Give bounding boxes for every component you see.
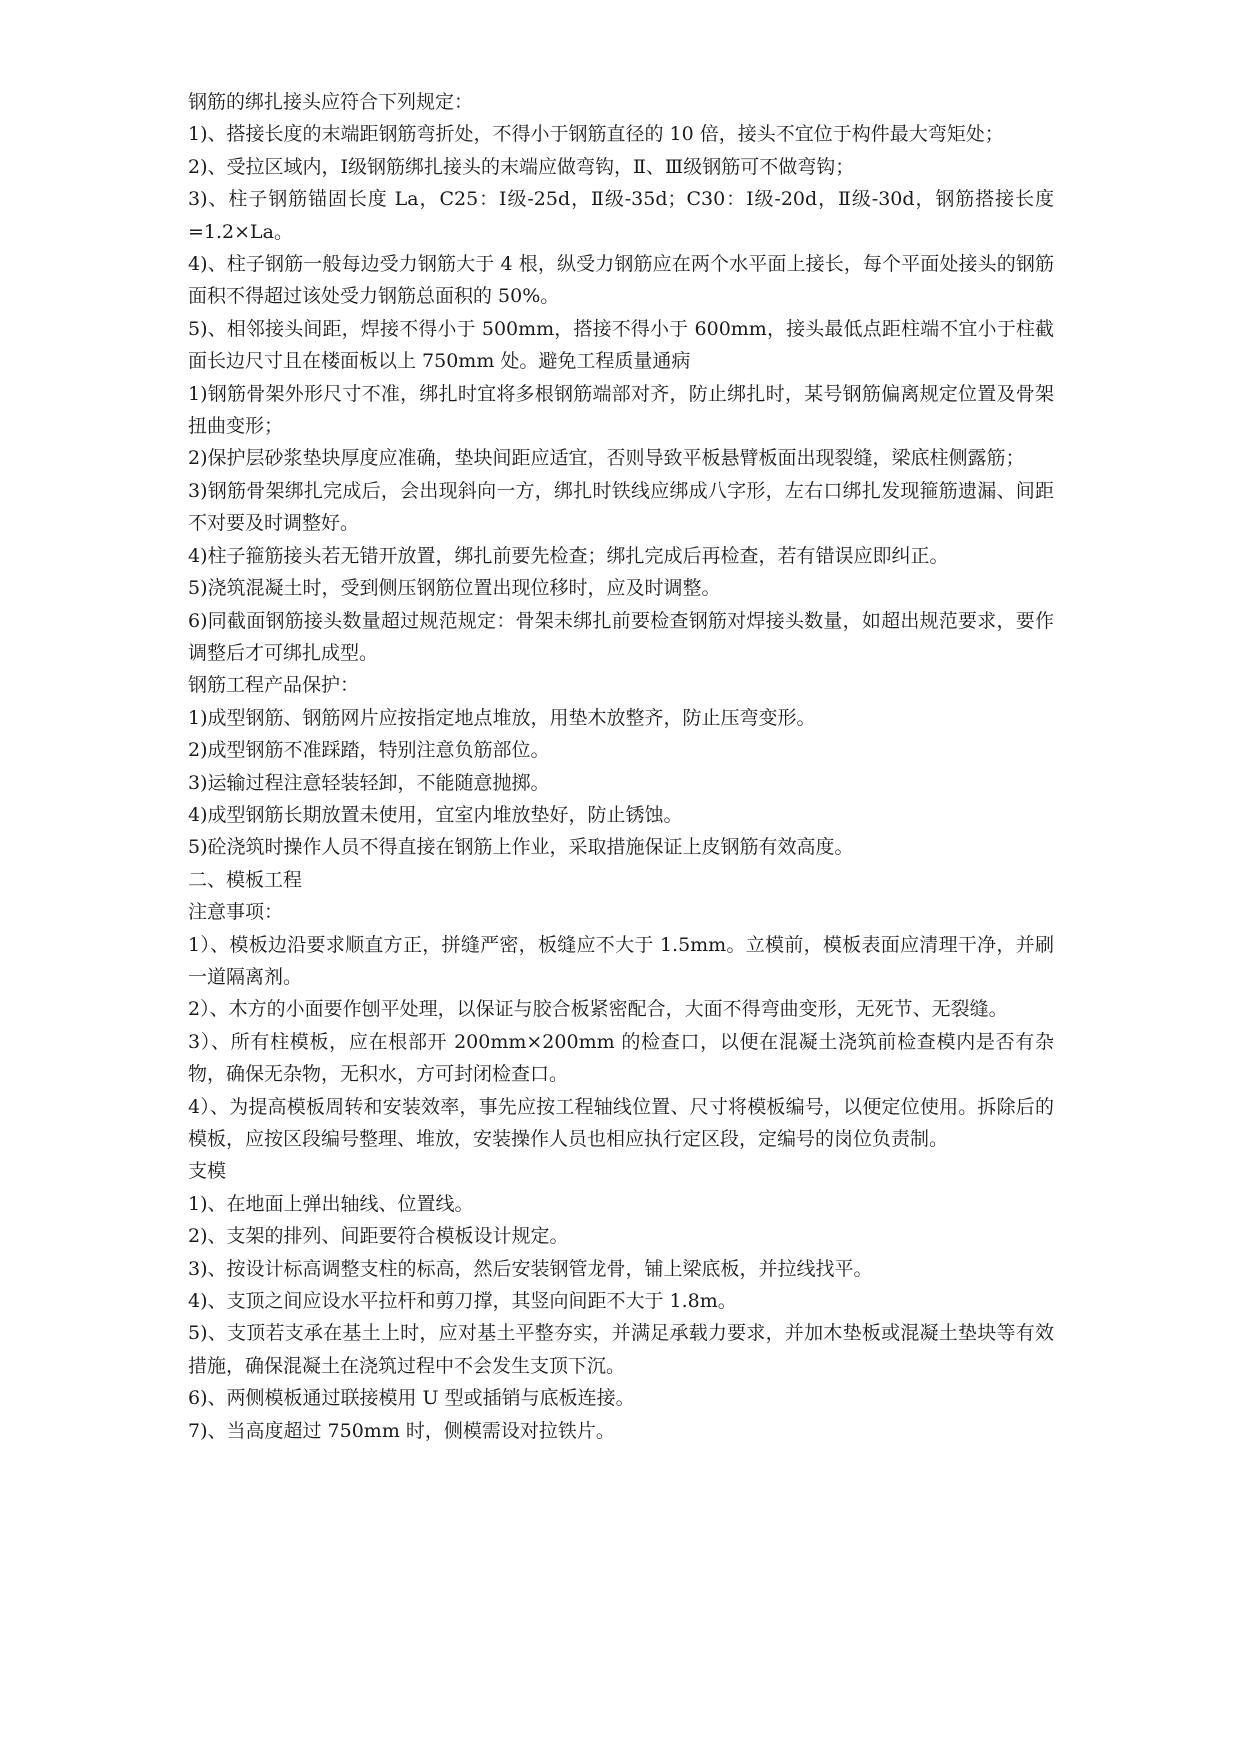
paragraph-item: 3）、所有柱模板，应在根部开 200mm×200mm 的检查口，以便在混凝土浇筑前检查模内是否有杂物，确保无杂物，无积水，方可封闭检查口。 — [188, 1030, 1054, 1086]
paragraph-item: 5)、相邻接头间距，焊接不得小于 500mm，搭接不得小于 600mm，接头最低点距柱端不宜小于柱截面长边尺寸且在楼面板以上 750mm 处。避免工程质量通病 — [188, 317, 1054, 373]
paragraph-item: 1)、在地面上弹出轴线、位置线。 — [188, 1192, 474, 1215]
paragraph-item: 1)、搭接长度的末端距钢筋弯折处，不得小于钢筋直径的 10 倍，接头不宜位于构件最大弯矩处； — [188, 123, 1004, 146]
paragraph-item: 1)成型钢筋、钢筋网片应按指定地点堆放，用垫木放整齐，防止压弯变形。 — [188, 706, 816, 729]
paragraph-item: 3)、柱子钢筋锚固长度 La，C25：Ⅰ级-25d，Ⅱ级-35d；C30：Ⅰ级-20d，Ⅱ级-30d，钢筋搭接长度=1.2×La。 — [188, 188, 1054, 243]
paragraph-item: 3)运输过程注意轻装轻卸，不能随意抛掷。 — [188, 771, 550, 794]
paragraph-item: 2)、支架的排列、间距要符合模板设计规定。 — [188, 1225, 569, 1248]
paragraph-item: 4)、柱子钢筋一般每边受力钢筋大于 4 根，纵受力钢筋应在两个水平面上接长，每个平面处接头的钢筋面积不得超过该处受力钢筋总面积的 50%。 — [188, 253, 1054, 308]
paragraph-item: 2)保护层砂浆垫块厚度应准确，垫块间距应适宜，否则导致平板悬臂板面出现裂缝，梁底柱侧露筋； — [188, 447, 1025, 470]
paragraph-heading-notes: 注意事项： — [188, 901, 284, 924]
paragraph-item: 6)同截面钢筋接头数量超过规范规定：骨架未绑扎前要检查钢筋对焊接头数量，如超出规范要求，要作调整后才可绑扎成型。 — [188, 609, 1054, 664]
paragraph-item: 2)、受拉区域内，Ⅰ级钢筋绑扎接头的末端应做弯钩，Ⅱ、Ⅲ级钢筋可不做弯钩； — [188, 155, 855, 178]
paragraph-item: 3)钢筋骨架绑扎完成后，会出现斜向一方，绑扎时铁线应绑成八字形，左右口绑扎发现箍筋遗漏、间距不对要及时调整好。 — [188, 479, 1054, 535]
paragraph-item: 1)钢筋骨架外形尺寸不准，绑扎时宜将多根钢筋端部对齐，防止绑扎时，某号钢筋偏离规定位置及骨架扭曲变形； — [188, 382, 1054, 438]
paragraph-item: 4)成型钢筋长期放置未使用，宜室内堆放垫好，防止锈蚀。 — [188, 803, 683, 826]
paragraph-item: 5)浇筑混凝土时，受到侧压钢筋位置出现位移时，应及时调整。 — [188, 577, 721, 600]
paragraph-item: 2）、木方的小面要作刨平处理，以保证与胶合板紧密配合，大面不得弯曲变形，无死节、无裂缝。 — [188, 998, 1008, 1021]
paragraph-heading-rebar-joints: 钢筋的绑扎接头应符合下列规定： — [188, 91, 474, 113]
section-heading-formwork: 二、模板工程 — [188, 868, 303, 891]
paragraph-item: 1）、模板边沿要求顺直方正，拼缝严密，板缝应不大于 1.5mm。立模前，模板表面应清理干净，并刷一道隔离剂。 — [188, 933, 1054, 988]
paragraph-item: 5)、支顶若支承在基土上时，应对基土平整夯实，并满足承载力要求，并加木垫板或混凝土垫块等有效措施，确保混凝土在浇筑过程中不会发生支顶下沉。 — [188, 1322, 1054, 1377]
paragraph-heading-product-protection: 钢筋工程产品保护： — [188, 674, 360, 697]
paragraph-item: 7)、当高度超过 750mm 时，侧模需设对拉铁片。 — [188, 1419, 615, 1442]
paragraph-item: 4)柱子箍筋接头若无错开放置，绑扎前要先检查；绑扎完成后再检查，若有错误应即纠正。 — [188, 544, 949, 567]
paragraph-item: 4)、支顶之间应设水平拉杆和剪刀撑，其竖向间距不大于 1.8m。 — [188, 1290, 737, 1313]
document-page — [188, 86, 1054, 1447]
paragraph-heading-formwork-support: 支模 — [188, 1160, 227, 1183]
paragraph-item: 2)成型钢筋不准踩踏，特别注意负筋部位。 — [188, 739, 550, 762]
paragraph-item: 4）、为提高模板周转和安装效率，事先应按工程轴线位置、尺寸将模板编号，以便定位使用。拆除后的模板，应按区段编号整理、堆放，安装操作人员也相应执行定区段，定编号的岗位负责制。 — [188, 1095, 1054, 1150]
paragraph-item: 6)、两侧模板通过联接模用 U 型或插销与底板连接。 — [188, 1387, 635, 1410]
paragraph-item: 5)砼浇筑时操作人员不得直接在钢筋上作业，采取措施保证上皮钢筋有效高度。 — [188, 836, 854, 859]
paragraph-item: 3)、按设计标高调整支柱的标高，然后安装钢管龙骨，铺上梁底板，并拉线找平。 — [188, 1257, 873, 1280]
